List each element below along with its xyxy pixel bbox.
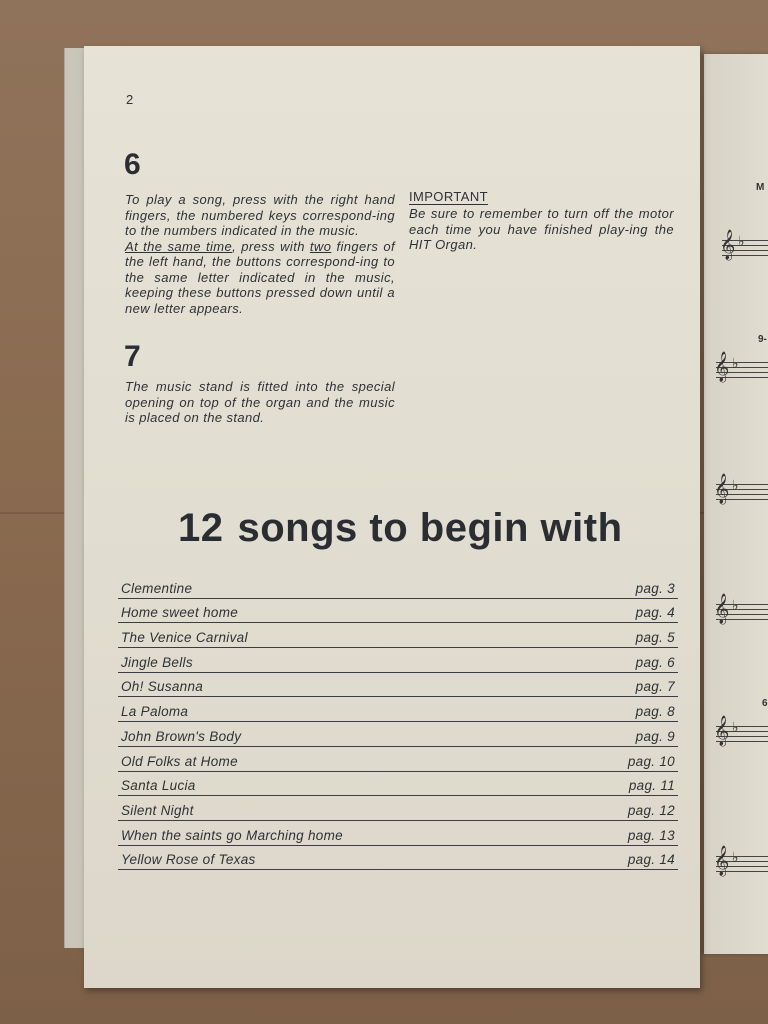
music-staff bbox=[714, 474, 768, 504]
song-list-item bbox=[118, 846, 678, 871]
songs-heading-text: songs to begin with bbox=[237, 506, 623, 550]
song-title: Jingle Bells bbox=[121, 654, 193, 670]
song-page-ref: pag. 13 bbox=[627, 827, 675, 843]
song-list-item bbox=[118, 673, 678, 698]
flat-icon: ♭ bbox=[732, 850, 739, 866]
song-page-ref: pag. 12 bbox=[627, 802, 675, 818]
music-staff bbox=[714, 352, 768, 382]
section-6-para2b: fingers of the left hand, the buttons correspond-ing to the same letter indicated in the music, keeping these buttons pressed down until a new letter appears. bbox=[125, 238, 395, 316]
section-6-underlined-two: two bbox=[309, 238, 332, 254]
important-title: IMPORTANT bbox=[409, 189, 488, 204]
treble-clef-icon: 𝄞 bbox=[714, 352, 730, 382]
flat-icon: ♭ bbox=[732, 598, 739, 614]
song-list-item bbox=[118, 599, 678, 624]
page-number: 2 bbox=[126, 92, 134, 107]
next-page-label: M bbox=[756, 182, 765, 193]
song-title: Clementine bbox=[121, 580, 193, 596]
song-title: Oh! Susanna bbox=[121, 679, 204, 695]
song-title: Silent Night bbox=[121, 802, 194, 818]
next-page-label: 9- bbox=[758, 334, 767, 345]
song-title: La Paloma bbox=[121, 704, 189, 720]
flat-icon: ♭ bbox=[732, 356, 739, 372]
song-list-item bbox=[118, 821, 678, 846]
music-staff bbox=[714, 716, 768, 746]
section-6-para1: To play a song, press with the right hand fingers, the numbered keys correspond-ing to the numbers indicated in the music. bbox=[125, 192, 395, 238]
song-page-ref: pag. 7 bbox=[635, 679, 675, 695]
flat-icon: ♭ bbox=[732, 720, 739, 736]
song-list-item bbox=[118, 796, 678, 821]
songs-heading bbox=[178, 506, 623, 551]
song-list-item bbox=[118, 623, 678, 648]
song-list-item bbox=[118, 697, 678, 722]
song-list-item bbox=[118, 747, 678, 772]
song-title: Home sweet home bbox=[121, 605, 239, 621]
section-6-text bbox=[125, 192, 395, 316]
song-page-ref: pag. 6 bbox=[635, 654, 675, 670]
song-page-ref: pag. 9 bbox=[635, 728, 675, 744]
flat-icon: ♭ bbox=[738, 234, 745, 250]
next-page-label: 6 bbox=[762, 698, 768, 709]
flat-icon: ♭ bbox=[732, 478, 739, 494]
song-list-item bbox=[118, 574, 678, 599]
section-7-number: 7 bbox=[124, 340, 141, 373]
song-list-item bbox=[118, 772, 678, 797]
song-page-ref: pag. 11 bbox=[628, 778, 675, 794]
song-page-ref: pag. 4 bbox=[635, 605, 675, 621]
song-title: When the saints go Marching home bbox=[121, 827, 343, 843]
treble-clef-icon: 𝄞 bbox=[720, 230, 736, 260]
songs-heading-number: 12 bbox=[178, 506, 224, 550]
music-staff bbox=[720, 230, 768, 260]
music-staff bbox=[714, 846, 768, 876]
song-page-ref: pag. 5 bbox=[635, 630, 675, 646]
treble-clef-icon: 𝄞 bbox=[714, 594, 730, 624]
song-title: Old Folks at Home bbox=[121, 753, 238, 769]
section-7-text: The music stand is fitted into the special opening on top of the organ and the music is placed on the stand. bbox=[125, 379, 395, 425]
booklet-page bbox=[84, 46, 700, 988]
song-list-item bbox=[118, 648, 678, 673]
treble-clef-icon: 𝄞 bbox=[714, 716, 730, 746]
treble-clef-icon: 𝄞 bbox=[714, 846, 730, 876]
next-page bbox=[704, 54, 768, 954]
song-title: The Venice Carnival bbox=[121, 630, 248, 646]
song-page-ref: pag. 14 bbox=[627, 852, 675, 868]
song-title: Santa Lucia bbox=[121, 778, 196, 794]
song-page-ref: pag. 10 bbox=[627, 753, 675, 769]
section-6-underlined: At the same time bbox=[125, 238, 233, 254]
music-staff bbox=[714, 594, 768, 624]
song-title: Yellow Rose of Texas bbox=[121, 852, 256, 868]
song-title: John Brown's Body bbox=[121, 728, 242, 744]
song-list bbox=[118, 574, 678, 870]
song-list-item bbox=[118, 722, 678, 747]
important-text: Be sure to remember to turn off the motor each time you have finished play-ing the HIT Organ. bbox=[409, 206, 674, 252]
song-page-ref: pag. 8 bbox=[635, 704, 675, 720]
section-6-para2a: , press with bbox=[232, 238, 310, 254]
section-6-number: 6 bbox=[124, 148, 141, 181]
song-page-ref: pag. 3 bbox=[635, 580, 675, 596]
treble-clef-icon: 𝄞 bbox=[714, 474, 730, 504]
